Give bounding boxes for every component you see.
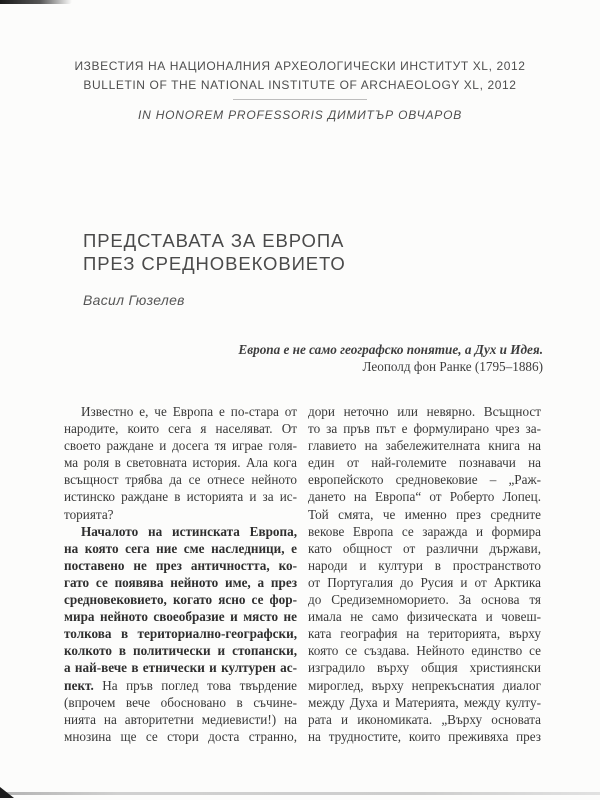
epigraph-attribution: Леополд фон Ранке (1795–1886) — [362, 359, 543, 374]
text-line: Той смята, че именно през средните — [308, 506, 541, 522]
author-name: Васил Гюзелев — [83, 292, 185, 308]
text-line: европейското средновековие – „Раж- — [308, 472, 541, 488]
text-line: всъщност трябва да се отнесе нейното — [64, 472, 297, 488]
text-line: Началото на истинската Европа, — [81, 523, 297, 539]
article-title — [83, 229, 346, 275]
epigraph-quote: Европа е не само географско понятие, а Дух и Идея. — [238, 342, 543, 357]
scan-smudge-bottom-left — [0, 787, 14, 798]
epigraph — [213, 341, 543, 375]
text-line: мироглед, върху непрекъснатия диалог — [308, 677, 541, 693]
body-column-left — [64, 403, 297, 745]
text-line: изградило върху общия християнски — [308, 660, 541, 676]
journal-title-en: BULLETIN OF THE NATIONAL INSTITUTE OF ARCHAEOLOGY XL, 2012 — [83, 78, 517, 92]
text-line: средновековието, когато ясно се фор- — [64, 592, 297, 608]
text-line: народи и култури в пространството — [308, 557, 541, 573]
text-line: векове Европа се заражда и формира — [308, 523, 541, 539]
text-line: (впрочем вече обосновано в съчине- — [64, 694, 297, 710]
text-line: своето раждане и досега тя играе голя- — [64, 438, 297, 454]
text-line: главието на забележителната книга на — [308, 438, 541, 454]
text-line: рата и икономиката. „Върху основата — [308, 711, 541, 727]
text-line: един от най-големите познавачи на — [308, 455, 541, 471]
text-line: поставено не през античността, ко- — [64, 557, 297, 573]
text-line: пект. На пръв поглед това твърдение — [64, 677, 297, 693]
text-line: мнозина ще се стори доста странно, — [64, 728, 297, 744]
text-line: народите, които сега я населяват. От — [64, 421, 297, 437]
text-line: на трудностите, които преживяха през — [308, 728, 541, 744]
body-column-right — [308, 403, 541, 745]
article-title-line1: ПРЕДСТАВАТА ЗА ЕВРОПА — [83, 230, 345, 251]
journal-title-bg: ИЗВЕСТИЯ НА НАЦИОНАЛНИЯ АРХЕОЛОГИЧЕСКИ ИНСТИТУТ XL, 2012 — [74, 59, 526, 73]
text-line: торията? — [64, 506, 114, 522]
text-line: дането на Европа“ от Роберто Лопец. — [308, 489, 541, 505]
text-line: имала не само физическата и човеш- — [308, 609, 541, 625]
text-line: то за пръв път е формулирано чрез за- — [308, 421, 541, 437]
text-line: Известно е, че Европа е по-стара от — [81, 404, 297, 419]
text-line: а най-вече в етнически и културен ас- — [64, 660, 297, 676]
text-line: като общност от различни държави, — [308, 540, 541, 556]
text-line: ката география на територията, върху — [308, 626, 541, 642]
text-line: гато се появява нейното име, а през — [64, 574, 297, 590]
text-line: между Духа и Материята, между култу- — [308, 694, 541, 710]
text-line: колкото в политически и стопански, — [64, 643, 297, 659]
text-line: до Средиземноморието. За основа тя — [308, 592, 541, 608]
text-line: дори неточно или невярно. Всъщност — [308, 404, 541, 419]
dedication-line: IN HONOREM PROFESSORIS ДИМИТЪР ОВЧАРОВ — [137, 108, 463, 122]
text-line: ма роля в световната история. Ала кога — [64, 455, 297, 471]
text-line: която се създава. Нейното единство се — [308, 643, 541, 659]
scan-page-edge — [0, 792, 600, 795]
text-line: нията на авторитетни медиевисти!) на — [64, 711, 297, 727]
text-line: на която сега ние сме наследници, е — [64, 540, 297, 556]
text-line: мира нейното своеобразие и място не — [64, 609, 297, 625]
article-title-line2: ПРЕЗ СРЕДНОВЕКОВИЕТО — [83, 253, 346, 274]
text-line: истинско раждане в историята и за ис- — [64, 489, 297, 505]
text-line: от Португалия до Русия и от Арктика — [308, 574, 541, 590]
scan-smudge-top-left — [0, 0, 72, 4]
text-line: толкова в териториално-географски, — [64, 626, 297, 642]
header-divider — [233, 99, 367, 100]
